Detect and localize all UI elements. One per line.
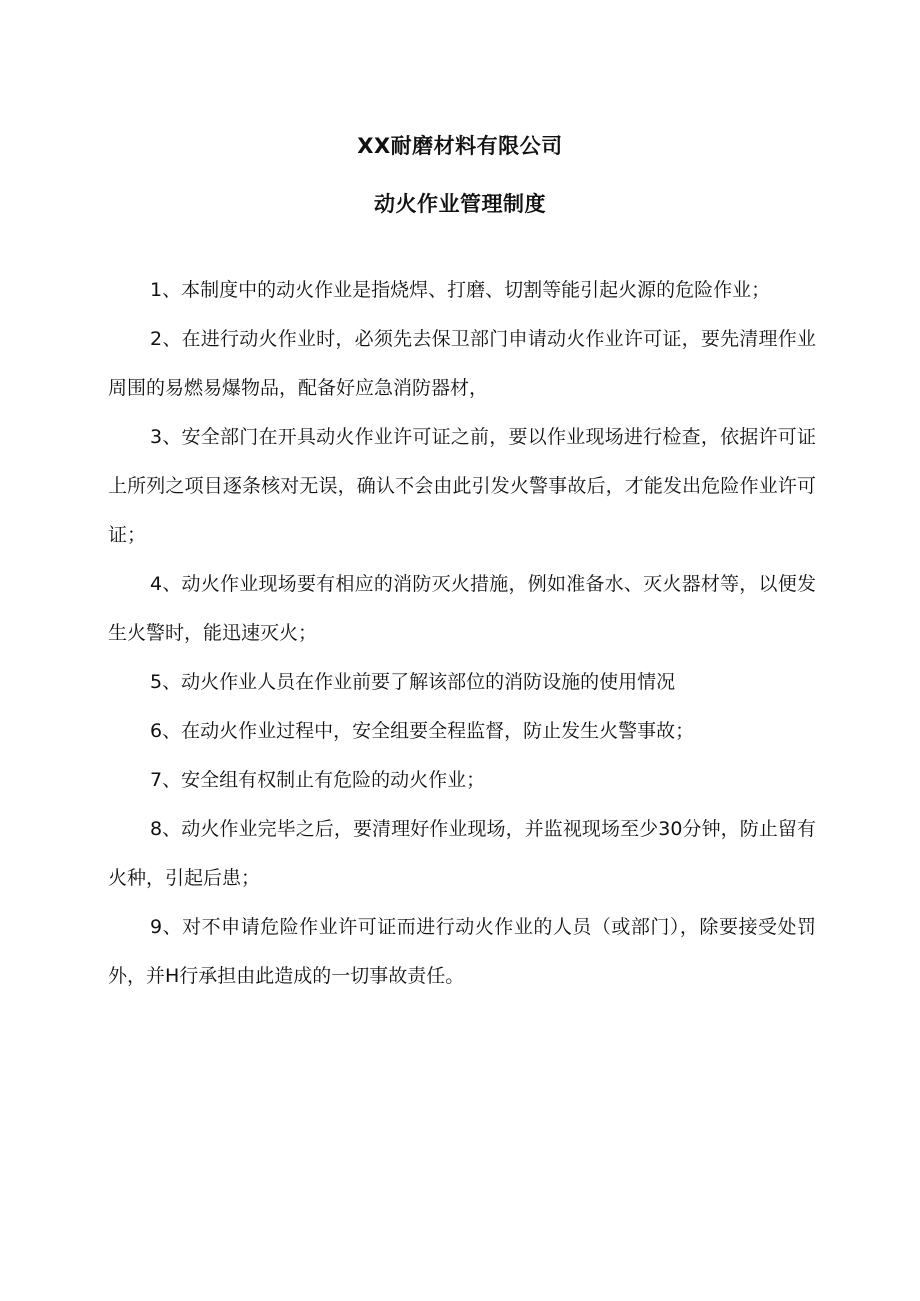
clause-8: 8、动火作业完毕之后，要清理好作业现场，并监视现场至少30分钟，防止留有火种，引起后患；: [108, 818, 816, 889]
clause-5: 5、动火作业人员在作业前要了解该部位的消防设施的使用情况: [150, 671, 676, 693]
clause-6: 6、在动火作业过程中，安全组要全程监督，防止发生火警事故；: [150, 720, 695, 742]
clause-list: [108, 266, 816, 1001]
clause-4: 4、动火作业现场要有相应的消防灭火措施，例如准备水、灭火器材等，以便发生火警时，能迅速灭火；: [108, 573, 816, 644]
clause-3: 3、安全部门在开具动火作业许可证之前，要以作业现场进行检查，依据许可证上所列之项目逐条核对无误，确认不会由此引发火警事故后，才能发出危险作业许可证；: [108, 426, 816, 546]
clause-2: 2、在进行动火作业时，必须先去保卫部门申请动火作业许可证，要先清理作业周围的易燃易爆物品，配备好应急消防器材，: [108, 328, 816, 399]
clause-9: 9、对不申请危险作业许可证而进行动火作业的人员（或部门），除要接受处罚外，并H行承担由此造成的一切事故责任。: [108, 916, 816, 987]
document-title: 动火作业管理制度: [374, 192, 546, 216]
title-block: [0, 128, 920, 222]
company-title: XX耐磨材料有限公司: [357, 134, 563, 158]
clause-7: 7、安全组有权制止有危险的动火作业；: [150, 769, 486, 791]
clause-1: 1、本制度中的动火作业是指烧焊、打磨、切割等能引起火源的危险作业；: [150, 279, 771, 301]
